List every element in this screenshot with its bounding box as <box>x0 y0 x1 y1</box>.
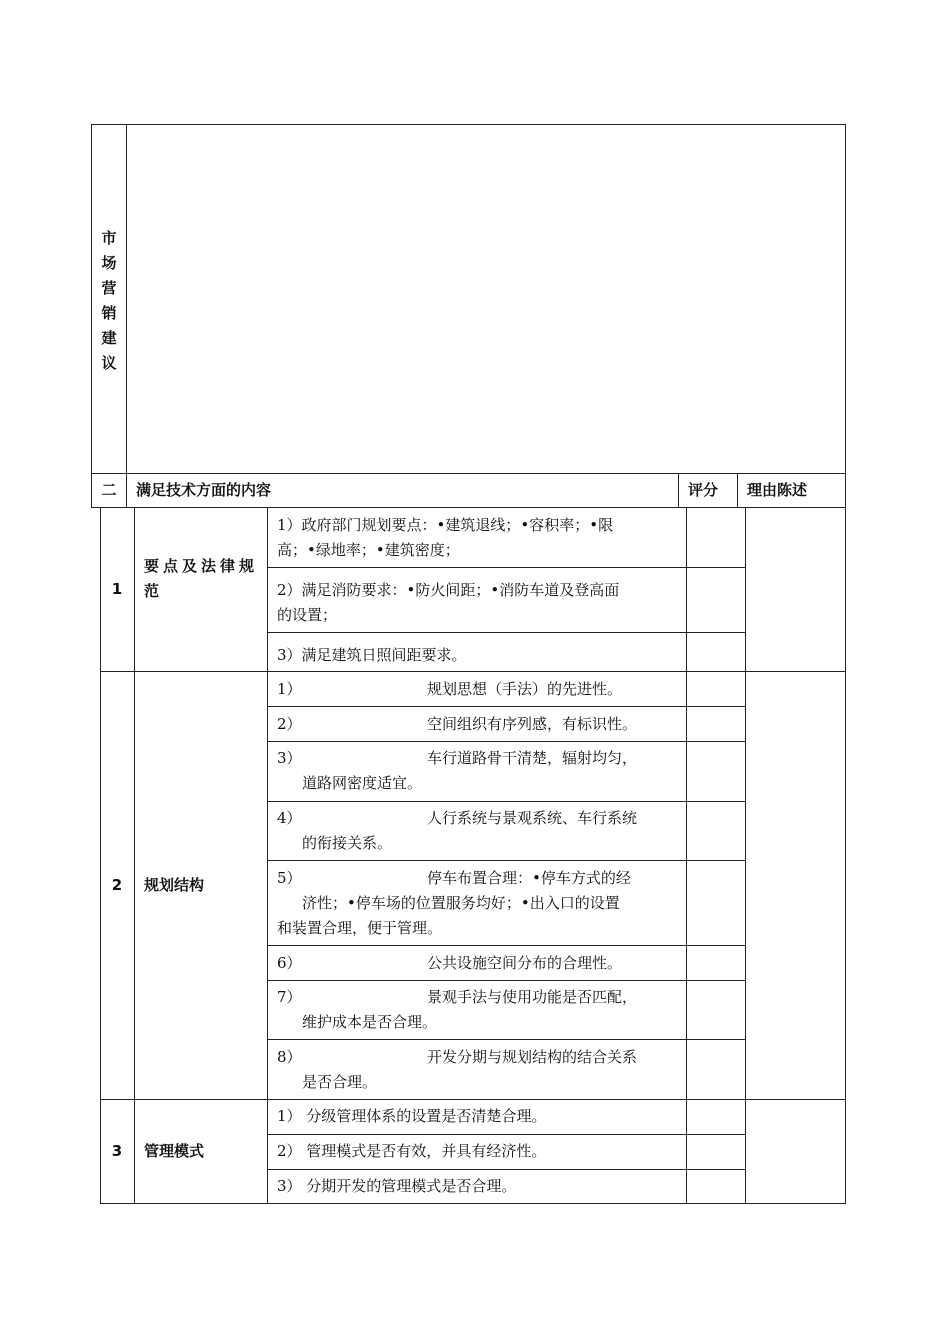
item-text: 空间组织有序列感，有标识性。 <box>427 715 638 733</box>
criteria-item: 3）满足建筑日照间距要求。 <box>277 646 467 664</box>
group-category: 要点及法律规 <box>144 557 259 575</box>
item-number: 5） <box>277 869 302 887</box>
criteria-item <box>277 677 622 702</box>
criteria-item <box>277 985 637 1010</box>
table-border <box>267 741 746 742</box>
table-border <box>737 473 738 508</box>
label-char: 销 <box>101 304 117 322</box>
item-text: 车行道路骨干清楚，辐射均匀， <box>427 749 638 767</box>
group-number: 1 <box>111 580 123 598</box>
criteria-item <box>277 866 631 891</box>
table-border <box>267 801 746 802</box>
criteria-item-cont: 是否合理。 <box>302 1073 378 1091</box>
label-char: 市 <box>101 229 117 247</box>
item-number: 1） <box>277 680 302 698</box>
item-number: 6） <box>277 954 302 972</box>
score-cell[interactable] <box>687 802 745 860</box>
score-cell[interactable] <box>687 1135 745 1169</box>
item-text: 人行系统与景观系统、车行系统 <box>427 809 638 827</box>
item-text: 公共设施空间分布的合理性。 <box>427 954 623 972</box>
item-text: 停车布置合理：•停车方式的经 <box>427 869 631 887</box>
item-number: 7） <box>277 988 302 1006</box>
table-border <box>267 706 746 707</box>
table-border <box>267 860 746 861</box>
table-border <box>678 473 679 508</box>
item-number: 3） <box>277 749 302 767</box>
item-text: 开发分期与规划结构的结合关系 <box>427 1048 638 1066</box>
criteria-item: 3） 分期开发的管理模式是否合理。 <box>277 1177 517 1195</box>
reason-cell[interactable] <box>746 1100 845 1203</box>
criteria-item: 2） 管理模式是否有效，并具有经济性。 <box>277 1142 547 1160</box>
criteria-item <box>277 712 637 737</box>
table-border <box>100 1203 846 1204</box>
criteria-item: 的设置； <box>277 606 338 624</box>
section-index: 二 <box>101 481 117 499</box>
score-cell[interactable] <box>687 1100 745 1134</box>
table-border <box>845 124 846 508</box>
marketing-suggestion-label <box>92 226 126 376</box>
table-border <box>267 1169 746 1170</box>
reason-header: 理由陈述 <box>747 481 808 499</box>
label-char: 营 <box>101 279 117 297</box>
score-cell[interactable] <box>687 633 745 671</box>
item-number: 2） <box>277 715 302 733</box>
item-text: 景观手法与使用功能是否匹配， <box>427 988 638 1006</box>
group-number: 3 <box>111 1142 123 1160</box>
score-cell[interactable] <box>687 981 745 1039</box>
score-cell[interactable] <box>687 509 745 567</box>
table-border <box>91 507 846 508</box>
criteria-item-cont: 和装置合理，便于管理。 <box>277 919 443 937</box>
section-title: 满足技术方面的内容 <box>136 481 272 499</box>
table-border <box>267 980 746 981</box>
item-text: 规划思想（手法）的先进性。 <box>427 680 623 698</box>
criteria-item <box>277 951 622 976</box>
label-char: 场 <box>101 254 117 272</box>
score-cell[interactable] <box>687 672 745 706</box>
table-border <box>91 473 846 474</box>
criteria-item-cont: 道路网密度适宜。 <box>302 774 423 792</box>
table-border <box>267 567 746 568</box>
score-cell[interactable] <box>687 742 745 801</box>
group-category: 规划结构 <box>144 876 205 894</box>
table-border <box>267 632 746 633</box>
score-cell[interactable] <box>687 1170 745 1203</box>
table-border <box>267 945 746 946</box>
criteria-item-cont: 维护成本是否合理。 <box>302 1013 438 1031</box>
criteria-item: 1）政府部门规划要点：•建筑退线；•容积率；•限 <box>277 516 614 534</box>
criteria-item-cont: 的衔接关系。 <box>302 834 393 852</box>
criteria-item <box>277 746 637 771</box>
group-number: 2 <box>111 876 123 894</box>
score-cell[interactable] <box>687 568 745 632</box>
score-header: 评分 <box>688 481 719 499</box>
table-border <box>267 1039 746 1040</box>
score-cell[interactable] <box>687 861 745 945</box>
table-border <box>267 1134 746 1135</box>
criteria-item <box>277 1045 637 1070</box>
item-number: 4） <box>277 809 302 827</box>
label-char: 议 <box>101 354 117 372</box>
item-number: 8） <box>277 1048 302 1066</box>
reason-cell[interactable] <box>746 509 845 671</box>
score-cell[interactable] <box>687 707 745 741</box>
criteria-item <box>277 806 637 831</box>
group-category: 管理模式 <box>144 1142 205 1160</box>
score-cell[interactable] <box>687 1040 745 1099</box>
group-category: 范 <box>144 582 160 600</box>
criteria-item: 1） 分级管理体系的设置是否清楚合理。 <box>277 1107 547 1125</box>
criteria-item-cont: 济性；•停车场的位置服务均好；•出入口的设置 <box>302 894 620 912</box>
label-char: 建 <box>101 329 117 347</box>
reason-cell[interactable] <box>746 672 845 1099</box>
score-cell[interactable] <box>687 946 745 980</box>
criteria-item: 2）满足消防要求：•防火间距；•消防车道及登高面 <box>277 581 620 599</box>
marketing-suggestion-content[interactable] <box>127 125 845 473</box>
criteria-item: 高；•绿地率；•建筑密度； <box>277 541 460 559</box>
